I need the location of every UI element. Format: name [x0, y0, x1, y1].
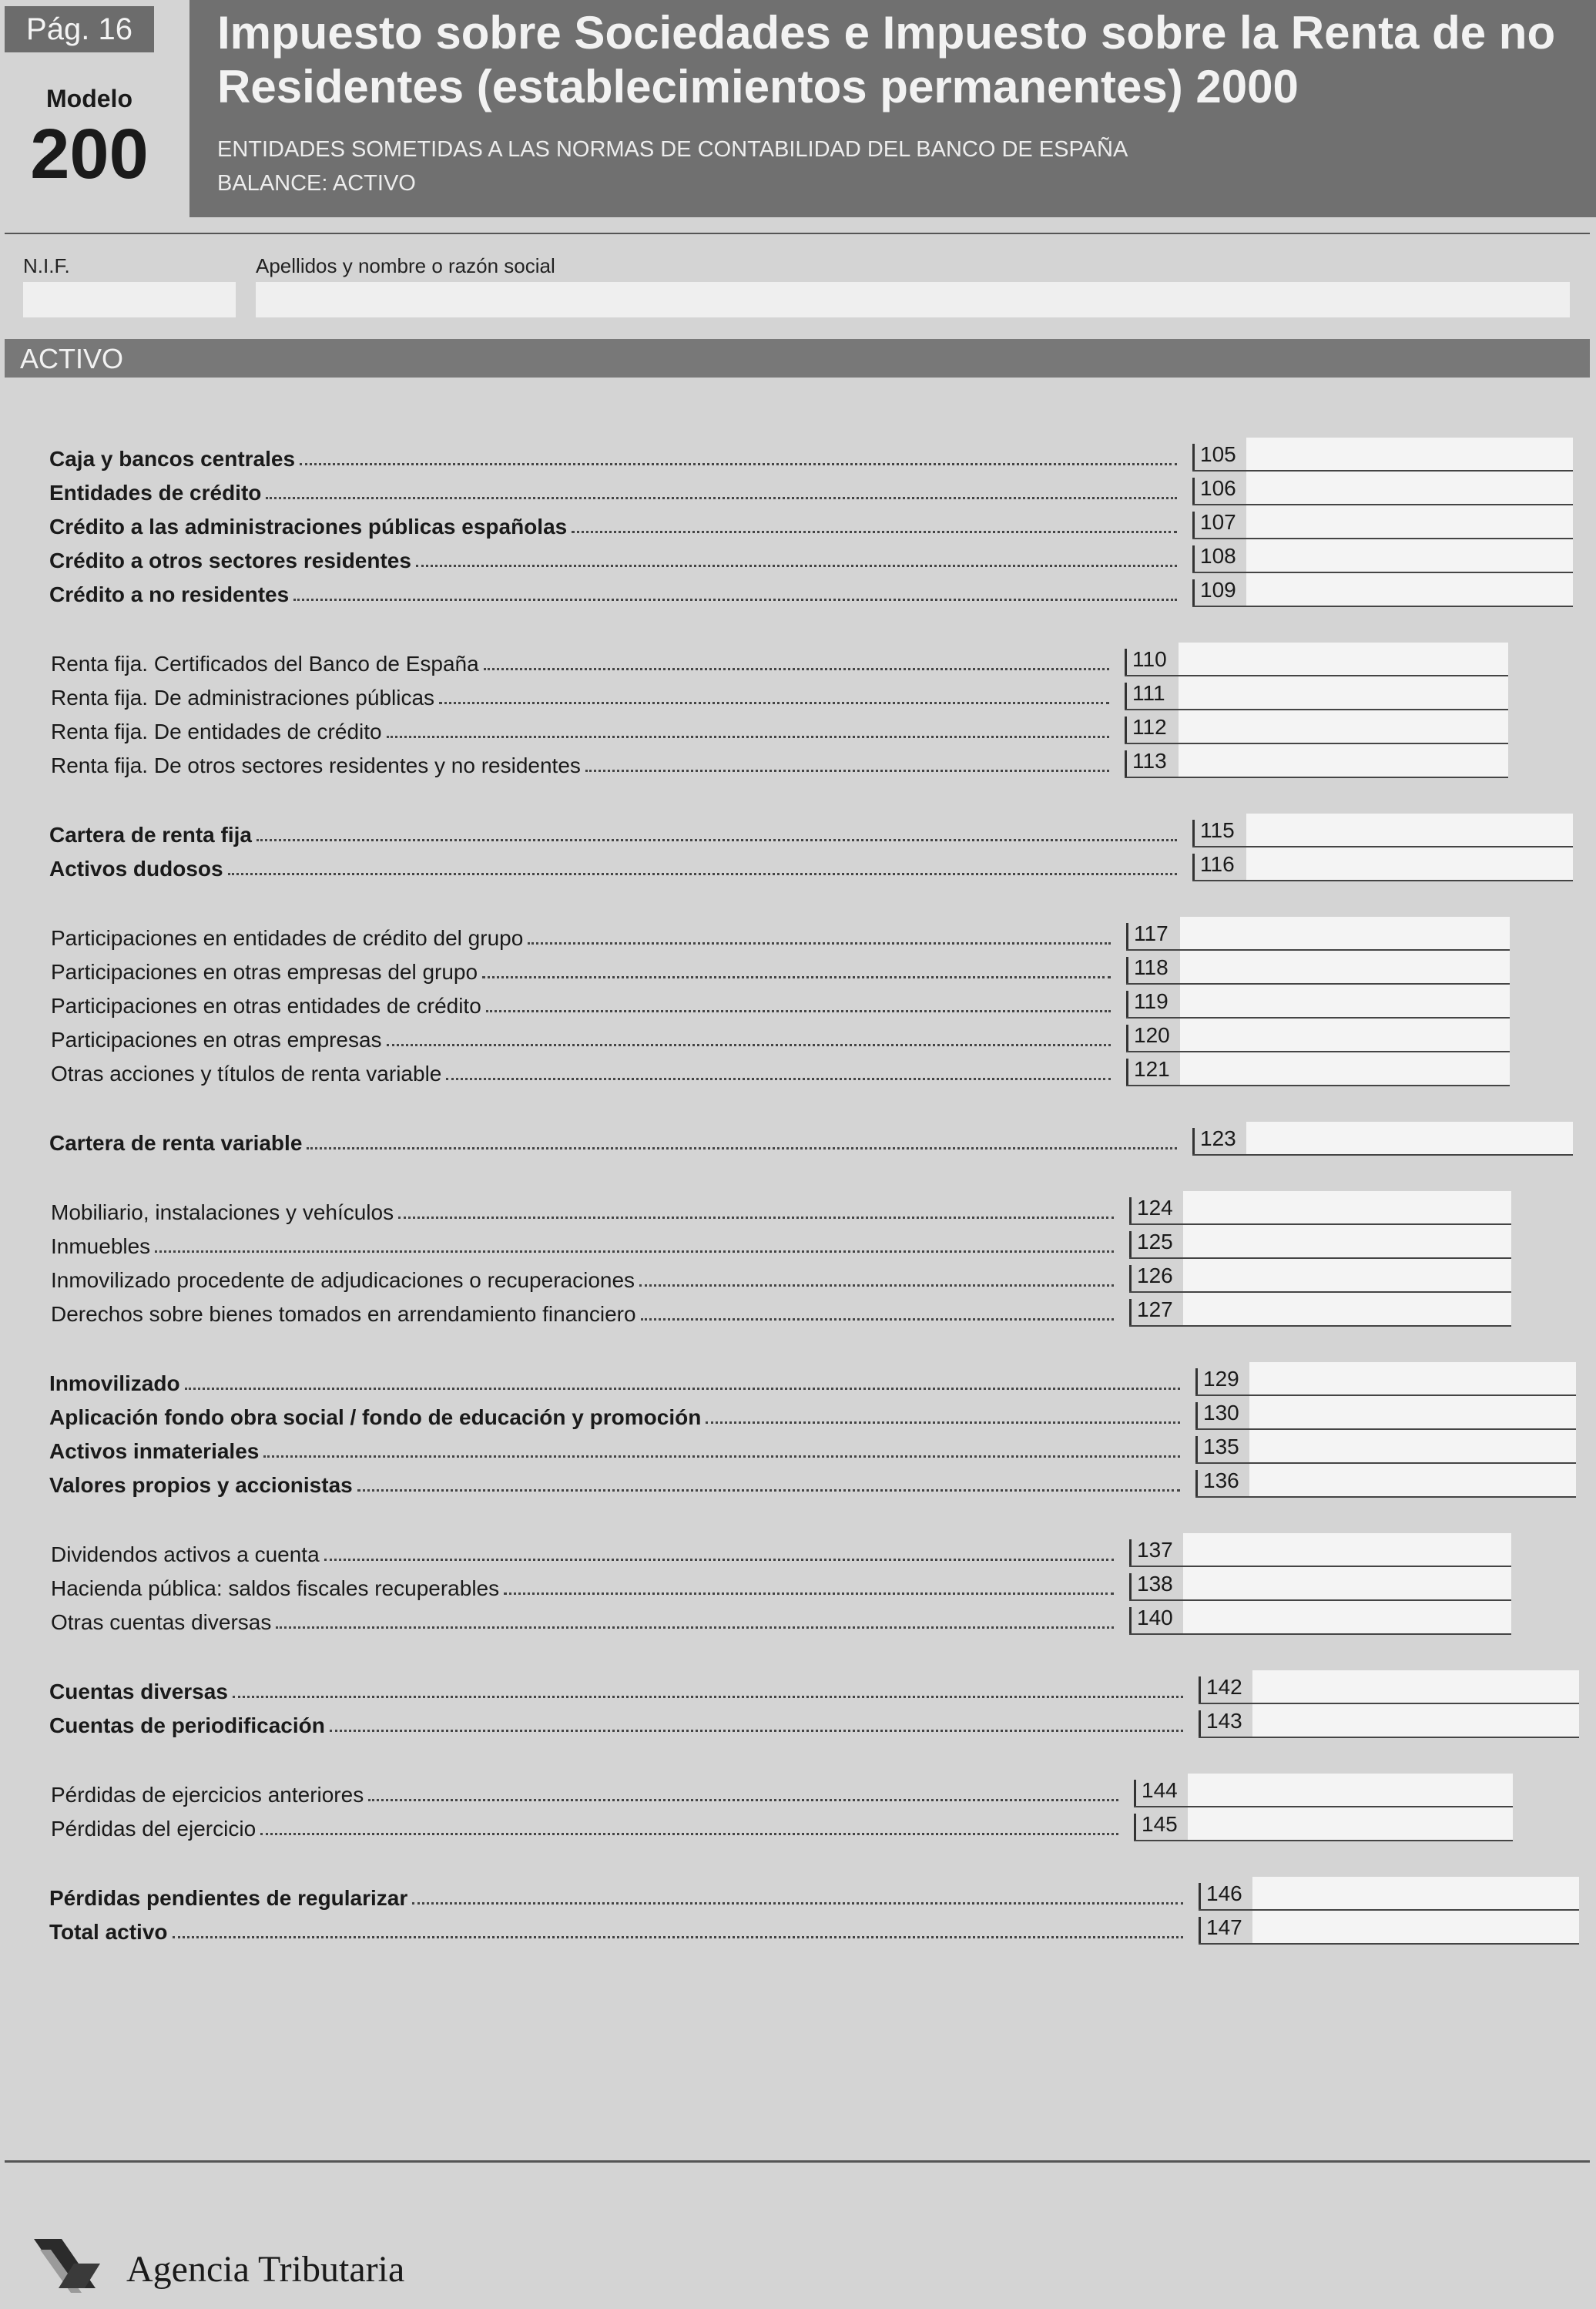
form-title-line-1: Impuesto sobre Sociedades e Impuesto sobre la Renta de no [217, 7, 1556, 59]
code-tick [1125, 649, 1127, 675]
code-tick [1192, 512, 1195, 538]
leader-dots [185, 1387, 1180, 1390]
row-label-text: Renta fija. De otros sectores residentes y no residentes [51, 753, 581, 777]
field-underline [1199, 1737, 1579, 1738]
form-title-line-2: Residentes (establecimientos permanentes) 2000 [217, 61, 1299, 112]
row-label [51, 1228, 1118, 1259]
row-label [49, 1365, 1185, 1396]
balance-row-126 [0, 1260, 1596, 1294]
row-label-text: Activos inmateriales [49, 1439, 260, 1463]
page-number-badge [5, 6, 154, 52]
balance-row-105 [0, 439, 1596, 473]
balance-row-120 [0, 1020, 1596, 1054]
amount-field-144[interactable] [1188, 1774, 1513, 1807]
leader-dots [641, 1317, 1114, 1321]
code-tick [1134, 1814, 1136, 1840]
code-tick [1125, 750, 1127, 777]
row-label-text: Aplicación fondo obra social / fondo de educación y promoción [49, 1405, 702, 1429]
code-tick [1192, 854, 1195, 880]
code-tick [1126, 923, 1128, 949]
code-tick [1199, 1917, 1201, 1943]
row-label [51, 1604, 1118, 1635]
leader-dots [439, 701, 1109, 704]
amount-field-138[interactable] [1183, 1567, 1511, 1601]
amount-field-125[interactable] [1183, 1225, 1511, 1259]
leader-dots [293, 598, 1177, 601]
leader-dots [228, 872, 1177, 875]
modelo-number: 200 [30, 115, 149, 193]
amount-field-136[interactable] [1249, 1464, 1576, 1498]
nif-field[interactable] [23, 282, 236, 317]
form-subtitle-line-1: ENTIDADES SOMETIDAS A LAS NORMAS DE CONTABILIDAD DEL BANCO DE ESPAÑA [217, 137, 1128, 162]
balance-row-144 [0, 1775, 1596, 1809]
code-tick [1195, 1402, 1198, 1428]
row-code: 136 [1203, 1468, 1239, 1492]
row-label-text: Cartera de renta fija [49, 823, 252, 847]
row-code: 147 [1206, 1915, 1242, 1939]
row-label [51, 1536, 1118, 1567]
row-label [49, 1880, 1188, 1911]
field-underline [1125, 777, 1508, 778]
row-code: 130 [1203, 1401, 1239, 1425]
row-label-text: Derechos sobre bienes tomados en arrendamiento financiero [51, 1302, 636, 1326]
code-tick [1126, 1025, 1128, 1051]
row-label [51, 988, 1115, 1019]
amount-field-135[interactable] [1249, 1430, 1576, 1464]
amount-field-117[interactable] [1180, 917, 1510, 951]
row-label-text: Valores propios y accionistas [49, 1473, 353, 1497]
row-label [51, 1022, 1115, 1052]
row-label-text: Inmovilizado [49, 1371, 180, 1395]
row-code: 121 [1134, 1057, 1170, 1081]
code-tick [1129, 1197, 1132, 1223]
row-label-text: Renta fija. Certificados del Banco de España [51, 652, 479, 676]
row-code: 120 [1134, 1023, 1170, 1047]
row-label [49, 1467, 1185, 1498]
code-tick [1129, 1231, 1132, 1257]
modelo-label: Modelo [46, 85, 132, 112]
code-tick [1192, 820, 1195, 846]
code-tick [1129, 1573, 1132, 1599]
balance-row-110 [0, 644, 1596, 678]
code-tick [1199, 1710, 1201, 1737]
amount-field-129[interactable] [1249, 1362, 1576, 1396]
row-label-text: Participaciones en otras empresas del grupo [51, 960, 478, 984]
row-code: 146 [1206, 1881, 1242, 1905]
row-label [49, 542, 1182, 573]
row-label [51, 1055, 1115, 1086]
leader-dots [300, 462, 1177, 465]
row-label [49, 475, 1182, 505]
code-tick [1195, 1436, 1198, 1462]
amount-field-110[interactable] [1179, 643, 1508, 676]
amount-field-120[interactable] [1180, 1019, 1510, 1052]
row-label [49, 576, 1182, 607]
row-code: 106 [1200, 476, 1236, 500]
balance-row-121 [0, 1054, 1596, 1088]
leader-dots [266, 496, 1177, 499]
leader-dots [263, 1455, 1180, 1458]
balance-row-106 [0, 473, 1596, 507]
amount-field-121[interactable] [1180, 1052, 1510, 1086]
balance-row-116 [0, 849, 1596, 883]
row-label [49, 851, 1182, 881]
balance-row-142 [0, 1672, 1596, 1706]
row-label-text: Dividendos activos a cuenta [51, 1542, 320, 1566]
row-label [49, 817, 1182, 847]
balance-row-119 [0, 986, 1596, 1020]
amount-field-126[interactable] [1183, 1259, 1511, 1293]
balance-row-136 [0, 1465, 1596, 1499]
amount-field-142[interactable] [1252, 1670, 1579, 1704]
amount-field-112[interactable] [1179, 710, 1508, 744]
row-code: 126 [1137, 1264, 1173, 1287]
row-code: 115 [1200, 818, 1235, 842]
row-label-text: Total activo [49, 1920, 168, 1944]
row-label [49, 508, 1182, 539]
balance-row-124 [0, 1193, 1596, 1227]
leader-dots [357, 1488, 1180, 1492]
row-code: 144 [1142, 1778, 1178, 1802]
leader-dots [260, 1832, 1118, 1835]
balance-row-125 [0, 1227, 1596, 1260]
row-label [51, 1811, 1123, 1841]
leader-dots [368, 1798, 1118, 1801]
amount-field-106[interactable] [1246, 472, 1573, 505]
row-label-text: Pérdidas de ejercicios anteriores [51, 1783, 364, 1807]
code-tick [1195, 1368, 1198, 1394]
leader-dots [706, 1421, 1180, 1424]
leader-dots [585, 769, 1109, 772]
amount-field-145[interactable] [1188, 1807, 1513, 1841]
row-label [51, 713, 1114, 744]
code-tick [1192, 579, 1195, 606]
row-label [51, 646, 1114, 676]
code-tick [1199, 1883, 1201, 1909]
row-label-text: Otras acciones y títulos de renta variable [51, 1062, 442, 1086]
row-code: 123 [1200, 1126, 1236, 1150]
section-band-activo [5, 339, 1590, 378]
amount-field-105[interactable] [1246, 438, 1573, 472]
page-number-label: Pág. 16 [26, 12, 132, 46]
row-label [51, 1570, 1118, 1601]
leader-dots [398, 1216, 1114, 1219]
amount-field-137[interactable] [1183, 1533, 1511, 1567]
leader-dots [173, 1935, 1183, 1938]
code-tick [1129, 1299, 1132, 1325]
field-underline [1192, 1154, 1573, 1156]
leader-dots [482, 975, 1111, 978]
row-label-text: Activos dudosos [49, 857, 223, 881]
leader-dots [528, 941, 1111, 945]
balance-row-107 [0, 507, 1596, 541]
row-label-text: Cartera de renta variable [49, 1131, 303, 1155]
amount-field-118[interactable] [1180, 951, 1510, 985]
code-tick [1129, 1539, 1132, 1566]
leader-dots [324, 1558, 1114, 1561]
row-label-text: Hacienda pública: saldos fiscales recuperables [51, 1576, 500, 1600]
row-code: 113 [1132, 749, 1167, 773]
field-underline [1192, 880, 1573, 881]
row-code: 117 [1134, 921, 1168, 945]
row-label-text: Crédito a otros sectores residentes [49, 549, 411, 572]
row-code: 112 [1132, 715, 1167, 739]
leader-dots [233, 1695, 1183, 1698]
row-label [51, 920, 1115, 951]
code-tick [1126, 991, 1128, 1017]
balance-row-143 [0, 1706, 1596, 1740]
balance-row-146 [0, 1878, 1596, 1912]
row-code: 135 [1203, 1435, 1239, 1458]
amount-field-111[interactable] [1179, 676, 1508, 710]
row-label [49, 1914, 1188, 1945]
balance-row-145 [0, 1809, 1596, 1843]
field-underline [1134, 1840, 1513, 1841]
row-label [51, 1262, 1118, 1293]
amount-field-123[interactable] [1246, 1122, 1573, 1156]
balance-row-147 [0, 1912, 1596, 1946]
row-code: 143 [1206, 1709, 1242, 1733]
amount-field-124[interactable] [1183, 1191, 1511, 1225]
leader-dots [446, 1077, 1111, 1080]
field-underline [1129, 1325, 1511, 1327]
footer-divider [5, 2160, 1590, 2163]
section-title: ACTIVO [20, 343, 124, 374]
amount-field-109[interactable] [1246, 573, 1573, 607]
balance-row-115 [0, 815, 1596, 849]
row-label-text: Crédito a las administraciones públicas españolas [49, 515, 568, 539]
leader-dots [484, 667, 1109, 670]
header-divider [5, 233, 1590, 234]
code-tick [1129, 1265, 1132, 1291]
code-tick [1134, 1780, 1136, 1806]
row-label [51, 954, 1115, 985]
row-code: 125 [1137, 1230, 1173, 1254]
balance-row-127 [0, 1294, 1596, 1328]
code-tick [1195, 1470, 1198, 1496]
amount-field-130[interactable] [1249, 1396, 1576, 1430]
row-code: 109 [1200, 578, 1236, 602]
leader-dots [572, 530, 1177, 533]
leader-dots [504, 1592, 1114, 1595]
balance-row-108 [0, 541, 1596, 575]
leader-dots [330, 1729, 1183, 1732]
leader-dots [387, 1043, 1111, 1046]
amount-field-113[interactable] [1179, 744, 1508, 778]
balance-row-117 [0, 918, 1596, 952]
amount-field-115[interactable] [1246, 814, 1573, 847]
code-tick [1192, 545, 1195, 572]
agency-name: Agencia Tributaria [126, 2249, 405, 2290]
leader-dots [256, 838, 1177, 841]
leader-dots [486, 1009, 1111, 1012]
name-field[interactable] [256, 282, 1570, 317]
code-tick [1192, 444, 1195, 470]
row-code: 137 [1137, 1538, 1173, 1562]
row-code: 124 [1137, 1196, 1173, 1220]
agencia-tributaria-logo-icon [31, 2219, 116, 2304]
field-underline [1192, 606, 1573, 607]
leader-dots [276, 1626, 1114, 1629]
form-subtitle-line-2: BALANCE: ACTIVO [217, 171, 416, 196]
row-label-text: Inmovilizado procedente de adjudicaciones o recuperaciones [51, 1268, 635, 1292]
code-tick [1126, 957, 1128, 983]
row-label [51, 680, 1114, 710]
amount-field-119[interactable] [1180, 985, 1510, 1019]
amount-field-146[interactable] [1252, 1877, 1579, 1911]
balance-row-137 [0, 1535, 1596, 1569]
balance-row-111 [0, 678, 1596, 712]
row-code: 110 [1132, 647, 1167, 671]
code-tick [1125, 683, 1127, 709]
field-underline [1129, 1633, 1511, 1635]
field-underline [1126, 1085, 1510, 1086]
leader-dots [416, 564, 1177, 567]
leader-dots [639, 1284, 1114, 1287]
row-code: 142 [1206, 1675, 1242, 1699]
row-label-text: Caja y bancos centrales [49, 447, 296, 471]
row-label [51, 1777, 1123, 1807]
balance-row-112 [0, 712, 1596, 746]
field-underline [1199, 1943, 1579, 1945]
amount-field-116[interactable] [1246, 847, 1573, 881]
balance-row-138 [0, 1569, 1596, 1603]
code-tick [1126, 1059, 1128, 1085]
leader-dots [412, 1901, 1183, 1905]
code-tick [1199, 1676, 1201, 1703]
row-code: 127 [1137, 1297, 1173, 1321]
leader-dots [155, 1250, 1114, 1253]
balance-row-140 [0, 1603, 1596, 1636]
amount-field-140[interactable] [1183, 1601, 1511, 1635]
row-label-text: Inmuebles [51, 1234, 151, 1258]
row-label-text: Cuentas de periodificación [49, 1713, 325, 1737]
row-label-text: Entidades de crédito [49, 481, 262, 505]
row-label [49, 1673, 1188, 1704]
balance-row-118 [0, 952, 1596, 986]
amount-field-108[interactable] [1246, 539, 1573, 573]
row-label [51, 1296, 1118, 1327]
row-label [51, 1194, 1118, 1225]
row-code: 129 [1203, 1367, 1239, 1391]
row-code: 119 [1134, 989, 1168, 1013]
row-label [49, 1707, 1188, 1738]
row-code: 107 [1200, 510, 1236, 534]
row-label [51, 747, 1114, 778]
leader-dots [387, 735, 1109, 738]
field-underline [1195, 1496, 1576, 1498]
row-label-text: Participaciones en otras empresas [51, 1028, 382, 1052]
amount-field-143[interactable] [1252, 1704, 1579, 1738]
row-label-text: Pérdidas del ejercicio [51, 1817, 256, 1841]
code-tick [1129, 1607, 1132, 1633]
row-code: 145 [1142, 1812, 1178, 1836]
amount-field-127[interactable] [1183, 1293, 1511, 1327]
row-label-text: Mobiliario, instalaciones y vehículos [51, 1200, 394, 1224]
balance-row-135 [0, 1431, 1596, 1465]
row-label-text: Participaciones en otras entidades de crédito [51, 994, 481, 1018]
row-code: 138 [1137, 1572, 1173, 1596]
row-label-text: Crédito a no residentes [49, 582, 290, 606]
balance-row-129 [0, 1364, 1596, 1398]
amount-field-147[interactable] [1252, 1911, 1579, 1945]
row-label [49, 441, 1182, 472]
balance-row-123 [0, 1123, 1596, 1157]
row-label-text: Renta fija. De administraciones públicas [51, 686, 435, 710]
name-label: Apellidos y nombre o razón social [256, 254, 555, 277]
balance-row-113 [0, 746, 1596, 780]
code-tick [1192, 1128, 1195, 1154]
row-code: 108 [1200, 544, 1236, 568]
row-label [49, 1399, 1185, 1430]
row-label-text: Pérdidas pendientes de regularizar [49, 1886, 408, 1910]
nif-label: N.I.F. [23, 254, 70, 277]
code-tick [1125, 717, 1127, 743]
row-label [49, 1125, 1182, 1156]
amount-field-107[interactable] [1246, 505, 1573, 539]
row-label-text: Participaciones en entidades de crédito del grupo [51, 926, 524, 950]
row-label-text: Otras cuentas diversas [51, 1610, 272, 1634]
row-code: 116 [1200, 852, 1235, 876]
leader-dots [307, 1146, 1177, 1149]
row-code: 118 [1134, 955, 1168, 979]
row-code: 105 [1200, 442, 1236, 466]
row-code: 111 [1132, 681, 1165, 705]
row-label [49, 1433, 1185, 1464]
code-tick [1192, 478, 1195, 504]
balance-row-109 [0, 575, 1596, 609]
balance-row-130 [0, 1398, 1596, 1431]
row-code: 140 [1137, 1606, 1173, 1629]
row-label-text: Cuentas diversas [49, 1680, 228, 1703]
row-label-text: Renta fija. De entidades de crédito [51, 720, 382, 743]
